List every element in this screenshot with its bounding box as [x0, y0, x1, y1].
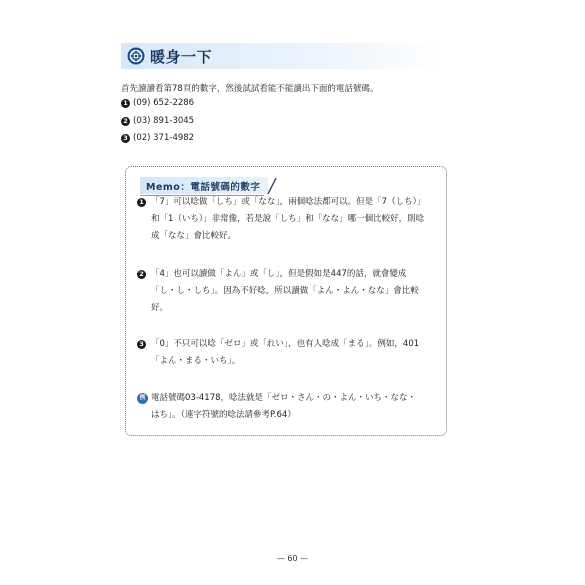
example-line: はち」。（連字符號的唸法請參考P.64）: [151, 410, 296, 420]
phone-item: [121, 98, 194, 108]
memo-slash-icon: [266, 177, 278, 195]
memo-line: 「よん・まる・いち」。: [151, 356, 241, 366]
number-badge: 1: [121, 99, 130, 108]
phone-item: [121, 133, 194, 143]
number-badge: 3: [137, 340, 146, 349]
phone-item: [121, 116, 194, 126]
memo-line: 「4」也可以讀做「よん」或「し」，但是假如是447的話，就會變成: [151, 269, 407, 279]
example-line: 電話號碼03-4178，唸法就是「ゼロ・さん・の・よん・いち・なな・: [151, 393, 417, 403]
number-badge: 2: [137, 270, 146, 279]
phone-number: (09) 652-2286: [133, 98, 195, 108]
number-badge: 3: [121, 134, 130, 143]
memo-line: 好。: [151, 303, 169, 313]
film-reel-icon: [127, 47, 145, 65]
memo-line: 和「1（いち）」非常像，若是說「しち」和「なな」哪一個比較好，則唸: [151, 214, 425, 224]
memo-item: [137, 194, 437, 245]
memo-line: 「し・し・しち」。因為不好唸，所以讀做「よん・よん・なな」會比較: [151, 286, 419, 296]
memo-tab: [140, 177, 278, 194]
intro-text: 首先讀讀看第78頁的數字，然後試試看能不能讀出下面的電話號碼。: [121, 84, 379, 94]
number-badge: 1: [137, 198, 146, 207]
phone-number: (03) 891-3045: [133, 116, 195, 126]
memo-title: Memo：電話號碼的數字: [140, 177, 268, 194]
number-badge: 2: [121, 117, 130, 126]
section-header: [121, 43, 448, 69]
section-title: 暖身一下: [150, 47, 213, 66]
page-number: — 60 —: [276, 554, 309, 563]
memo-item: [137, 266, 437, 317]
example-item: [137, 390, 437, 424]
example-badge: 例: [137, 393, 148, 404]
memo-line: 「0」不只可以唸「ゼロ」或「れい」，也有人唸成「まる」。例如，401: [151, 339, 420, 349]
memo-line: 「7」可以唸做「しち」或「なな」，兩個唸法都可以。但是「7（しち）」: [151, 197, 426, 207]
memo-line: 成「なな」會比較好。: [151, 231, 237, 241]
memo-item: [137, 336, 437, 370]
phone-number: (02) 371-4982: [133, 133, 195, 143]
